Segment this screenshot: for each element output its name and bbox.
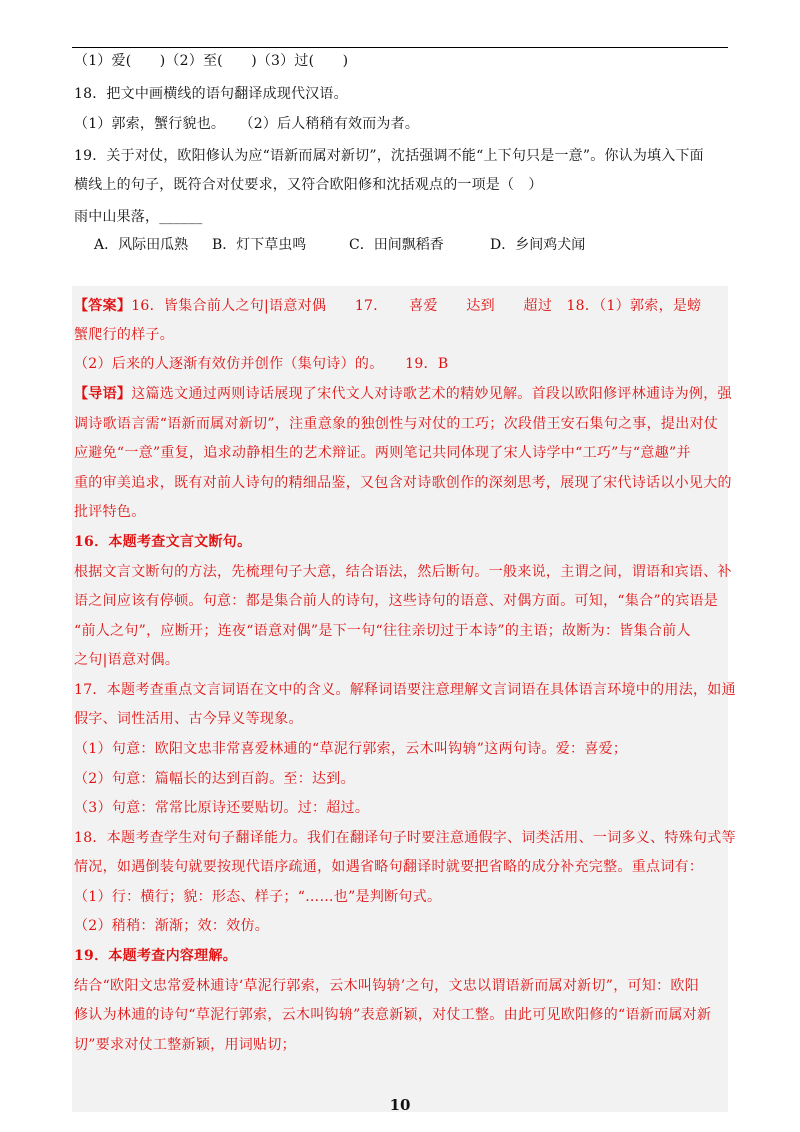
explain-17-item-2: （2）句意：篇幅长的达到百韵。至：达到。 [74,771,355,787]
q19-stem-line2: 横线上的句子，既符合对仗要求，又符合欧阳修和沈括观点的一项是（ ） [74,177,543,193]
explain-18-item-1: （1）行：横行；貌：形态、样子；“……也”是判断句式。 [74,889,442,905]
explain-18-title-line-1: 18．本题考查学生对句子翻译能力。我们在翻译句子时要注意通假字、词类活用、一词多义、特殊句式等 [74,830,736,846]
explain-16-title: 16．本题考查文言文断句。 [74,534,252,550]
answer-panel [72,286,736,1112]
guide-line-2: 调诗歌语言需“语新而属对新切”，注重意象的独创性与对仗的工巧；次段借王安石集句之事，提出对仗 [74,416,719,432]
explain-19-line-1: 结合“欧阳文忠常爱林逋诗‘草泥行郭索，云木叫钩辀’之句，文忠以谓语新而属对新切”，可知：欧阳 [74,978,700,994]
guide-line-3: 应避免“一意”重复，追求动静相生的艺术辩证。两则笔记共同体现了宋人诗学中“工巧”与“意趣”并 [74,445,691,461]
explain-17-title-line-1: 17．本题考查重点文言词语在文中的含义。解释词语要注意理解文言词语在具体语言环境中的用法，如通 [74,682,736,698]
q19-blank-line: 雨中山果落，______ [74,209,203,225]
explain-17-item-3: （3）句意：常常比原诗还要贴切。过：超过。 [74,800,370,816]
q19-stem-line1: 19．关于对仗，欧阳修认为应“语新而属对新切”，沈括强调不能“上下句只是一意”。你认为填入下面 [74,148,704,164]
answer-line-1-text: 16．皆集合前人之句|语意对偶 17． 喜爱 达到 超过 18．（1）郭索，是螃 [131,298,702,314]
explain-18-item-2: （2）稍稍：渐渐；效：效仿。 [74,918,270,934]
answer-line-1 [74,296,701,316]
explain-16-line-2: 语之间应该有停顿。句意：都是集合前人的诗句，这些诗句的语意、对偶方面。可知，“集合”的宾语是 [74,593,719,609]
vocab-question-line: （1）爱( )（2）至( )（3）过( ) [74,53,349,69]
q19-option-a: A．风际田瓜熟 [94,237,189,253]
explain-16-line-1: 根据文言文断句的方法，先梳理句子大意，结合语法，然后断句。一般来说，主谓之间，谓语和宾语、补 [74,564,732,580]
q19-option-d: D．乡间鸡犬闻 [490,237,586,253]
guide-line-1-text: 这篇选文通过两则诗话展现了宋代文人对诗歌艺术的精妙见解。首段以欧阳修评林逋诗为例，强 [131,386,732,402]
q18-items: （1）郭索，蟹行貌也。 （2）后人稍稍有效而为者。 [74,116,420,132]
guide-line-1 [74,384,732,404]
answer-line-2: 蟹爬行的样子。 [74,327,175,343]
explain-17-item-1: （1）句意：欧阳文忠非常喜爱林逋的“草泥行郭索，云木叫钩辀”这两句诗。爱：喜爱； [74,741,628,757]
explain-19-title: 19．本题考查内容理解。 [74,948,238,964]
explain-18-title-line-2: 情况，如遇倒装句就要按现代语序疏通，如遇省略句翻译时就要把省略的成分补充完整。重点词有： [74,859,704,875]
guide-line-4: 重的审美追求，既有对前人诗句的精细品鉴，又包含对诗歌创作的深刻思考，展现了宋代诗话以小见大的 [74,475,732,491]
explain-16-line-4: 之句|语意对偶。 [74,652,180,668]
explain-17-title-line-2: 假字、词性活用、古今异义等现象。 [74,711,303,727]
explain-19-line-2: 修认为林逋的诗句“草泥行郭索，云木叫钩辀”表意新颖，对仗工整。由此可见欧阳修的“语新而属对新 [74,1007,712,1023]
answer-line-3: （2）后来的人逐渐有效仿并创作（集句诗）的。 19．B [74,356,449,372]
guide-tag: 【导语】 [74,386,132,402]
q19-option-b: B．灯下草虫鸣 [212,237,307,253]
explain-16-line-3: “前人之句”，应断开；连夜“语意对偶”是下一句“往往亲切过于本诗”的主语；故断为：皆集合前人 [74,623,691,639]
q18-stem: 18．把文中画横线的语句翻译成现代汉语。 [74,86,348,102]
explain-19-line-3: 切”要求对仗工整新颖，用词贴切； [74,1037,296,1053]
q19-option-c: C．田间飘稻香 [349,237,444,253]
answer-tag: 【答案】 [74,298,132,314]
page-number: 10 [389,1096,411,1114]
top-divider [72,47,728,48]
guide-line-5: 批评特色。 [74,504,146,520]
